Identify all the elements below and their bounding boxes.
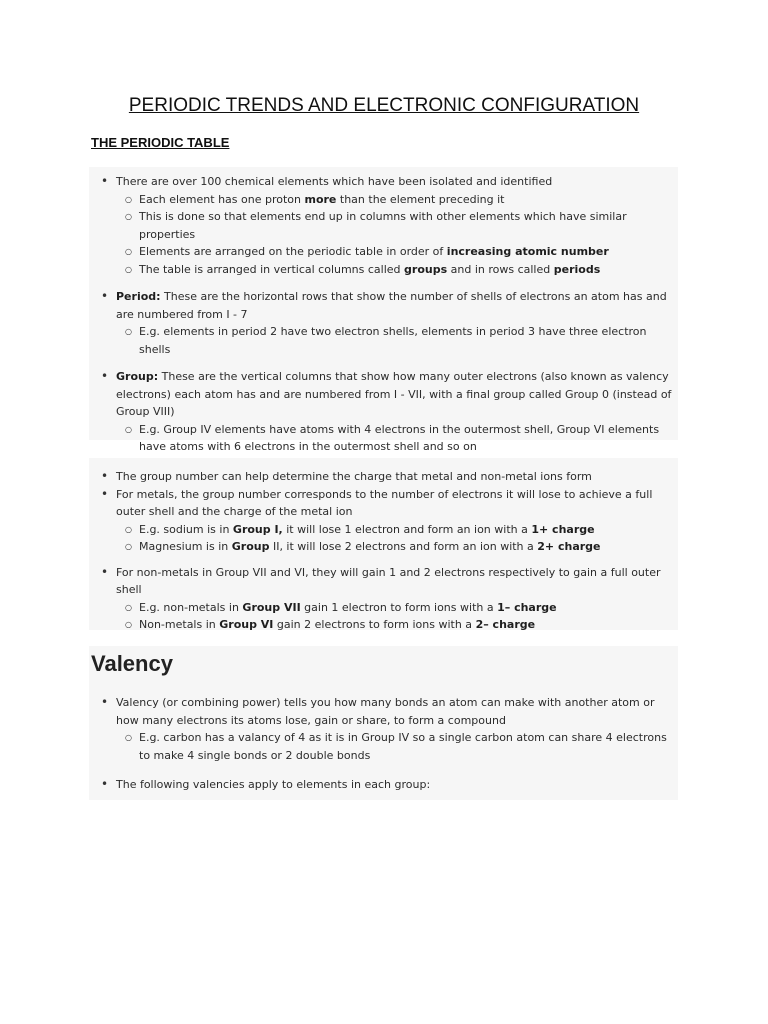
bullet-list	[89, 694, 678, 794]
list-item: • There are over 100 chemical elements which have been isolated and identified	[89, 173, 678, 191]
periodic-table-notes-panel	[89, 167, 678, 453]
list-item: • Group: These are the vertical columns that show how many outer electrons (also known as valency electrons) each atom has and are numbered from I - VII, with a final group called Group 0 (instead of Group VIII)	[89, 368, 678, 421]
list-item: ○ E.g. non-metals in Group VII gain 1 electron to form ions with a 1– charge	[89, 599, 678, 617]
list-item: ○ E.g. carbon has a valancy of 4 as it is in Group IV so a single carbon atom can share 4 electrons to make 4 single bonds or 2 double bonds	[89, 729, 678, 764]
list-item: ○ The table is arranged in vertical columns called groups and in rows called periods	[89, 261, 678, 279]
ion-charge-notes-panel	[89, 458, 678, 630]
document-title: PERIODIC TRENDS AND ELECTRONIC CONFIGURATION	[128, 95, 640, 116]
section-heading: THE PERIODIC TABLE	[91, 135, 230, 150]
list-item: ○ E.g. elements in period 2 have two electron shells, elements in period 3 have three electron shells	[89, 323, 678, 358]
list-item: ○ E.g. Group IV elements have atoms with 4 electrons in the outermost shell, Group VI elements have atoms with 6 electrons in the outermost shell and so on	[89, 421, 678, 456]
valency-notes-panel	[89, 646, 678, 800]
bullet-list	[89, 173, 678, 456]
list-item: ○ Elements are arranged on the periodic table in order of increasing atomic number	[89, 243, 678, 261]
list-item: ○ Non-metals in Group VI gain 2 electrons to form ions with a 2– charge	[89, 616, 678, 634]
list-item: ○ E.g. sodium is in Group I, it will lose 1 electron and form an ion with a 1+ charge	[89, 521, 678, 539]
list-item: • For non-metals in Group VII and VI, they will gain 1 and 2 electrons respectively to gain a full outer shell	[89, 564, 678, 599]
bullet-list	[89, 468, 678, 634]
list-item: ○ Each element has one proton more than the element preceding it	[89, 191, 678, 209]
valency-heading: Valency	[91, 651, 173, 676]
list-item: • For metals, the group number corresponds to the number of electrons it will lose to achieve a full outer shell and the charge of the metal ion	[89, 486, 678, 521]
list-item: • Valency (or combining power) tells you how many bonds an atom can make with another atom or how many electrons its atoms lose, gain or share, to form a compound	[89, 694, 678, 729]
list-item: ○ Magnesium is in Group II, it will lose 2 electrons and form an ion with a 2+ charge	[89, 538, 678, 556]
list-item: • The following valencies apply to elements in each group:	[89, 776, 678, 794]
list-item: • The group number can help determine the charge that metal and non-metal ions form	[89, 468, 678, 486]
list-item: ○ This is done so that elements end up in columns with other elements which have similar properties	[89, 208, 678, 243]
list-item: • Period: These are the horizontal rows that show the number of shells of electrons an atom has and are numbered from I - 7	[89, 288, 678, 323]
